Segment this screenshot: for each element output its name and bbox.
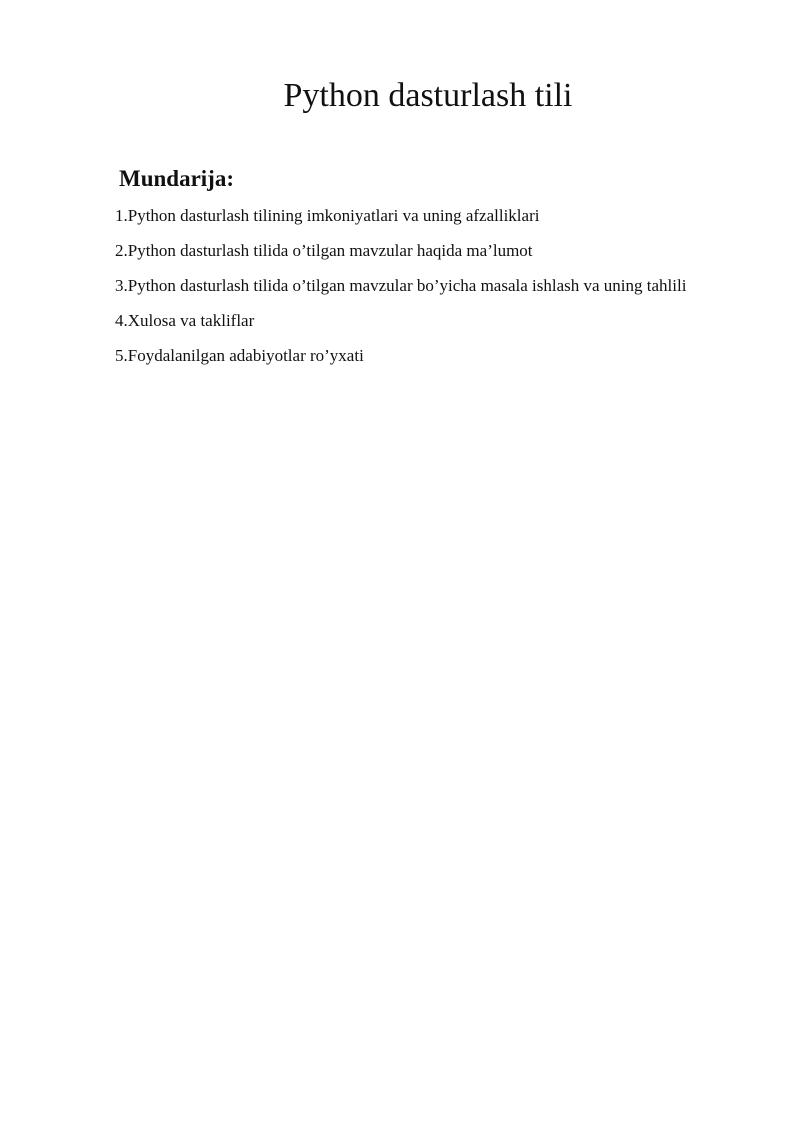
document-title: Python dasturlash tili bbox=[283, 77, 573, 114]
toc-item: 5.Foydalanilgan adabiyotlar ro’yxati bbox=[115, 346, 364, 365]
table-of-contents bbox=[115, 204, 715, 379]
toc-item: 1.Python dasturlash tilining imkoniyatlari va uning afzalliklari bbox=[115, 206, 540, 225]
toc-heading: Mundarija: bbox=[119, 166, 234, 191]
toc-item: 3.Python dasturlash tilida o’tilgan mavzular bo’yicha masala ishlash va uning tahlili bbox=[115, 276, 687, 295]
toc-item: 2.Python dasturlash tilida o’tilgan mavzular haqida ma’lumot bbox=[115, 241, 533, 260]
toc-item: 4.Xulosa va takliflar bbox=[115, 311, 255, 330]
